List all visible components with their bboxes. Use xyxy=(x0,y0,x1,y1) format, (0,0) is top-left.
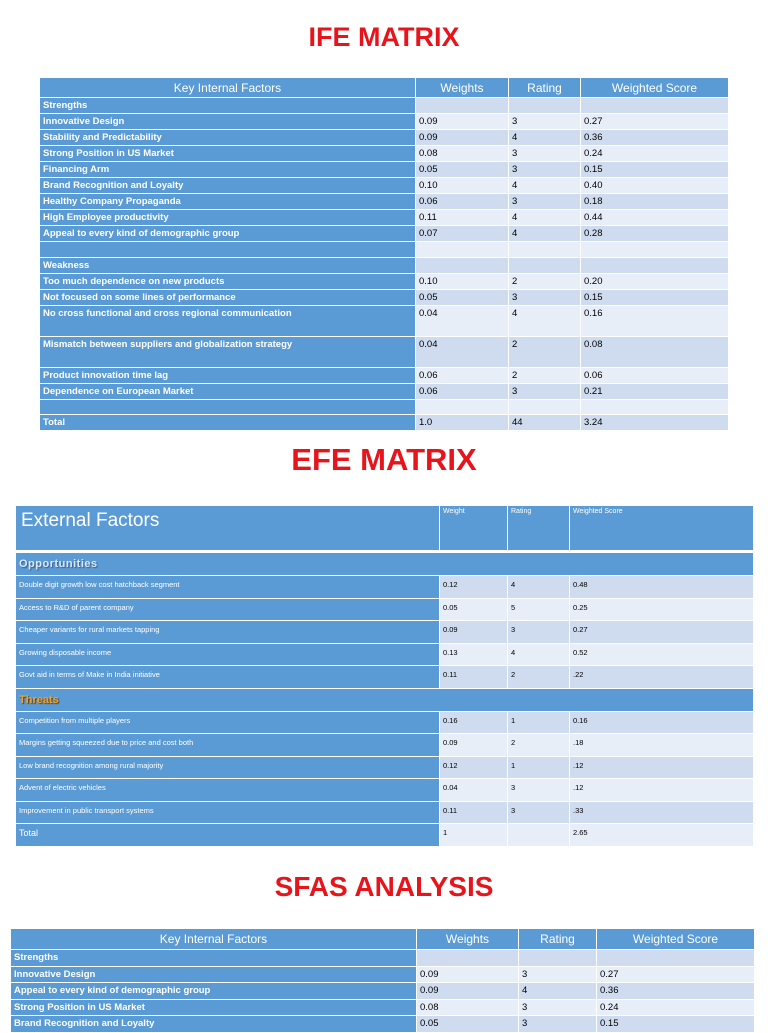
rating-cell: 3 xyxy=(519,999,597,1016)
factor-cell: Competition from multiple players xyxy=(16,711,440,734)
ife-table xyxy=(39,77,729,431)
table-row xyxy=(40,226,729,242)
table-row xyxy=(40,367,729,383)
table-row xyxy=(16,666,754,689)
total-label: Total xyxy=(19,828,39,838)
rating-cell: 5 xyxy=(508,598,570,621)
weight-cell: 0.05 xyxy=(416,289,509,305)
score-cell: 0.18 xyxy=(581,194,729,210)
score-cell: 0.15 xyxy=(597,1016,755,1033)
rating-cell: 4 xyxy=(509,178,581,194)
factor-cell: High Employee productivity xyxy=(40,210,416,226)
factor-cell: Too much dependence on new products xyxy=(40,273,416,289)
weight-cell: 0.12 xyxy=(440,576,508,599)
rating-cell: 3 xyxy=(508,779,570,802)
weight-cell: 0.09 xyxy=(440,621,508,644)
efe-section-row xyxy=(16,552,754,576)
factor-cell: Advent of electric vehicles xyxy=(16,779,440,802)
score-cell: .12 xyxy=(570,779,754,802)
table-row xyxy=(16,801,754,824)
factor-cell: Strong Position in US Market xyxy=(11,999,417,1016)
table-row xyxy=(16,621,754,644)
rating-cell: 4 xyxy=(508,643,570,666)
rating-cell: 4 xyxy=(509,226,581,242)
weight-cell: 0.09 xyxy=(417,966,519,983)
weight-cell: 0.04 xyxy=(416,305,509,336)
table-row xyxy=(16,779,754,802)
efe-section-opportunities: Opportunities xyxy=(19,558,98,570)
weight-cell: 0.04 xyxy=(440,779,508,802)
rating-cell: 1 xyxy=(508,756,570,779)
table-row xyxy=(40,383,729,399)
total-label: Total xyxy=(40,415,416,431)
weight-cell: 0.05 xyxy=(416,162,509,178)
efe-table xyxy=(15,505,754,847)
table-row xyxy=(11,950,755,967)
score-cell: .18 xyxy=(570,734,754,757)
score-cell: 0.40 xyxy=(581,178,729,194)
score-cell: 0.27 xyxy=(581,114,729,130)
table-row xyxy=(16,756,754,779)
rating-cell: 3 xyxy=(509,114,581,130)
sfas-header-factor: Key Internal Factors xyxy=(11,929,417,950)
score-cell: .12 xyxy=(570,756,754,779)
score-cell: 0.36 xyxy=(581,130,729,146)
weight-cell: 0.05 xyxy=(440,598,508,621)
weight-cell: 0.11 xyxy=(440,801,508,824)
table-row xyxy=(16,711,754,734)
efe-header-rating: Rating xyxy=(511,508,532,515)
factor-cell: Access to R&D of parent company xyxy=(16,598,440,621)
rating-cell: 3 xyxy=(508,621,570,644)
rating-cell: 3 xyxy=(509,194,581,210)
rating-cell: 2 xyxy=(508,734,570,757)
table-row xyxy=(11,966,755,983)
sfas-header-row xyxy=(11,929,755,950)
table-row xyxy=(40,98,729,114)
factor-cell: Innovative Design xyxy=(11,966,417,983)
weight-cell: 0.08 xyxy=(416,146,509,162)
factor-cell: Financing Arm xyxy=(40,162,416,178)
efe-header-row xyxy=(16,506,754,552)
weight-cell: 0.06 xyxy=(416,367,509,383)
total-score: 3.24 xyxy=(581,415,729,431)
weight-cell: 0.11 xyxy=(416,210,509,226)
table-row xyxy=(16,598,754,621)
total-weight: 1 xyxy=(440,824,508,847)
score-cell: 0.28 xyxy=(581,226,729,242)
total-score: 2.65 xyxy=(570,824,754,847)
table-row xyxy=(40,130,729,146)
sfas-section-strengths: Strengths xyxy=(11,950,417,967)
efe-section-threats: Threats xyxy=(19,693,59,706)
weight-cell: 0.04 xyxy=(416,336,509,367)
factor-cell: Stability and Predictability xyxy=(40,130,416,146)
table-row xyxy=(40,194,729,210)
table-row xyxy=(40,289,729,305)
weight-cell: 0.08 xyxy=(417,999,519,1016)
table-row xyxy=(40,210,729,226)
ife-section-strengths: Strengths xyxy=(40,98,416,114)
table-row xyxy=(11,983,755,1000)
weight-cell: 0.13 xyxy=(440,643,508,666)
weight-cell: 0.10 xyxy=(416,178,509,194)
efe-header-score: Weighted Score xyxy=(573,508,623,515)
efe-section-row xyxy=(16,688,754,711)
score-cell: 0.52 xyxy=(570,643,754,666)
weight-cell: 0.06 xyxy=(416,383,509,399)
weight-cell: 0.09 xyxy=(417,983,519,1000)
rating-cell: 3 xyxy=(509,162,581,178)
weight-cell: 0.06 xyxy=(416,194,509,210)
score-cell: 0.25 xyxy=(570,598,754,621)
rating-cell: 3 xyxy=(519,1016,597,1033)
score-cell: 0.44 xyxy=(581,210,729,226)
score-cell: 0.15 xyxy=(581,162,729,178)
rating-cell: 3 xyxy=(519,966,597,983)
table-row xyxy=(16,734,754,757)
factor-cell: Dependence on European Market xyxy=(40,383,416,399)
table-row xyxy=(40,242,729,258)
factor-cell: Appeal to every kind of demographic group xyxy=(40,226,416,242)
efe-total-row xyxy=(16,824,754,847)
factor-cell: Strong Position in US Market xyxy=(40,146,416,162)
table-row xyxy=(40,305,729,336)
efe-header-weight: Weight xyxy=(443,508,465,515)
rating-cell: 1 xyxy=(508,711,570,734)
weight-cell: 0.12 xyxy=(440,756,508,779)
factor-cell: Growing disposable income xyxy=(16,643,440,666)
factor-cell: Govt aid in terms of Make in India initiative xyxy=(16,666,440,689)
weight-cell: 0.07 xyxy=(416,226,509,242)
table-row xyxy=(40,336,729,367)
score-cell: 0.48 xyxy=(570,576,754,599)
ife-header-weights: Weights xyxy=(416,78,509,98)
score-cell: 0.24 xyxy=(581,146,729,162)
factor-cell: Low brand recognition among rural majority xyxy=(16,756,440,779)
score-cell: .22 xyxy=(570,666,754,689)
score-cell: 0.27 xyxy=(597,966,755,983)
weight-cell: 0.09 xyxy=(416,114,509,130)
table-row xyxy=(40,399,729,415)
rating-cell: 4 xyxy=(509,210,581,226)
efe-header-title: External Factors xyxy=(16,506,440,552)
table-row xyxy=(40,257,729,273)
ife-header-row xyxy=(40,78,729,98)
table-row xyxy=(40,273,729,289)
ife-section-weakness: Weakness xyxy=(40,257,416,273)
score-cell: 0.08 xyxy=(581,336,729,367)
table-row xyxy=(16,576,754,599)
rating-cell: 4 xyxy=(509,305,581,336)
factor-cell: Healthy Company Propaganda xyxy=(40,194,416,210)
factor-cell: Not focused on some lines of performance xyxy=(40,289,416,305)
score-cell: .33 xyxy=(570,801,754,824)
weight-cell: 0.11 xyxy=(440,666,508,689)
factor-cell: No cross functional and cross regional communication xyxy=(40,305,416,336)
total-rating xyxy=(508,824,570,847)
factor-cell: Mismatch between suppliers and globalization strategy xyxy=(40,336,416,367)
weight-cell: 0.16 xyxy=(440,711,508,734)
total-rating: 44 xyxy=(509,415,581,431)
rating-cell: 2 xyxy=(508,666,570,689)
table-row xyxy=(40,178,729,194)
factor-cell: Cheaper variants for rural markets tapping xyxy=(16,621,440,644)
factor-cell: Brand Recognition and Loyalty xyxy=(40,178,416,194)
ife-header-factor: Key Internal Factors xyxy=(40,78,416,98)
factor-cell: Double digit growth low cost hatchback segment xyxy=(16,576,440,599)
rating-cell: 3 xyxy=(509,383,581,399)
factor-cell: Margins getting squeezed due to price and cost both xyxy=(16,734,440,757)
table-row xyxy=(40,146,729,162)
factor-cell: Brand Recognition and Loyalty xyxy=(11,1016,417,1033)
rating-cell: 3 xyxy=(509,289,581,305)
score-cell: 0.21 xyxy=(581,383,729,399)
rating-cell: 2 xyxy=(509,367,581,383)
factor-cell: Appeal to every kind of demographic group xyxy=(11,983,417,1000)
sfas-title: SFAS ANALYSIS xyxy=(274,871,494,902)
table-row xyxy=(16,643,754,666)
weight-cell: 0.09 xyxy=(416,130,509,146)
table-row xyxy=(40,114,729,130)
ife-total-row xyxy=(40,415,729,431)
rating-cell: 4 xyxy=(509,130,581,146)
score-cell: 0.27 xyxy=(570,621,754,644)
table-row xyxy=(40,162,729,178)
rating-cell: 4 xyxy=(508,576,570,599)
factor-cell: Innovative Design xyxy=(40,114,416,130)
weight-cell: 0.05 xyxy=(417,1016,519,1033)
score-cell: 0.06 xyxy=(581,367,729,383)
score-cell: 0.16 xyxy=(570,711,754,734)
rating-cell: 3 xyxy=(509,146,581,162)
weight-cell: 0.09 xyxy=(440,734,508,757)
ife-header-score: Weighted Score xyxy=(581,78,729,98)
score-cell: 0.36 xyxy=(597,983,755,1000)
score-cell: 0.24 xyxy=(597,999,755,1016)
factor-cell: Improvement in public transport systems xyxy=(16,801,440,824)
sfas-header-weights: Weights xyxy=(417,929,519,950)
ife-title: IFE MATRIX xyxy=(308,22,460,52)
sfas-table xyxy=(10,928,755,1033)
weight-cell: 0.10 xyxy=(416,273,509,289)
rating-cell: 3 xyxy=(508,801,570,824)
efe-title: EFE MATRIX xyxy=(291,442,477,477)
rating-cell: 2 xyxy=(509,336,581,367)
score-cell: 0.20 xyxy=(581,273,729,289)
table-row xyxy=(11,999,755,1016)
score-cell: 0.15 xyxy=(581,289,729,305)
factor-cell: Product innovation time lag xyxy=(40,367,416,383)
ife-header-rating: Rating xyxy=(509,78,581,98)
rating-cell: 2 xyxy=(509,273,581,289)
sfas-header-rating: Rating xyxy=(519,929,597,950)
total-weight: 1.0 xyxy=(416,415,509,431)
sfas-header-score: Weighted Score xyxy=(597,929,755,950)
rating-cell: 4 xyxy=(519,983,597,1000)
score-cell: 0.16 xyxy=(581,305,729,336)
